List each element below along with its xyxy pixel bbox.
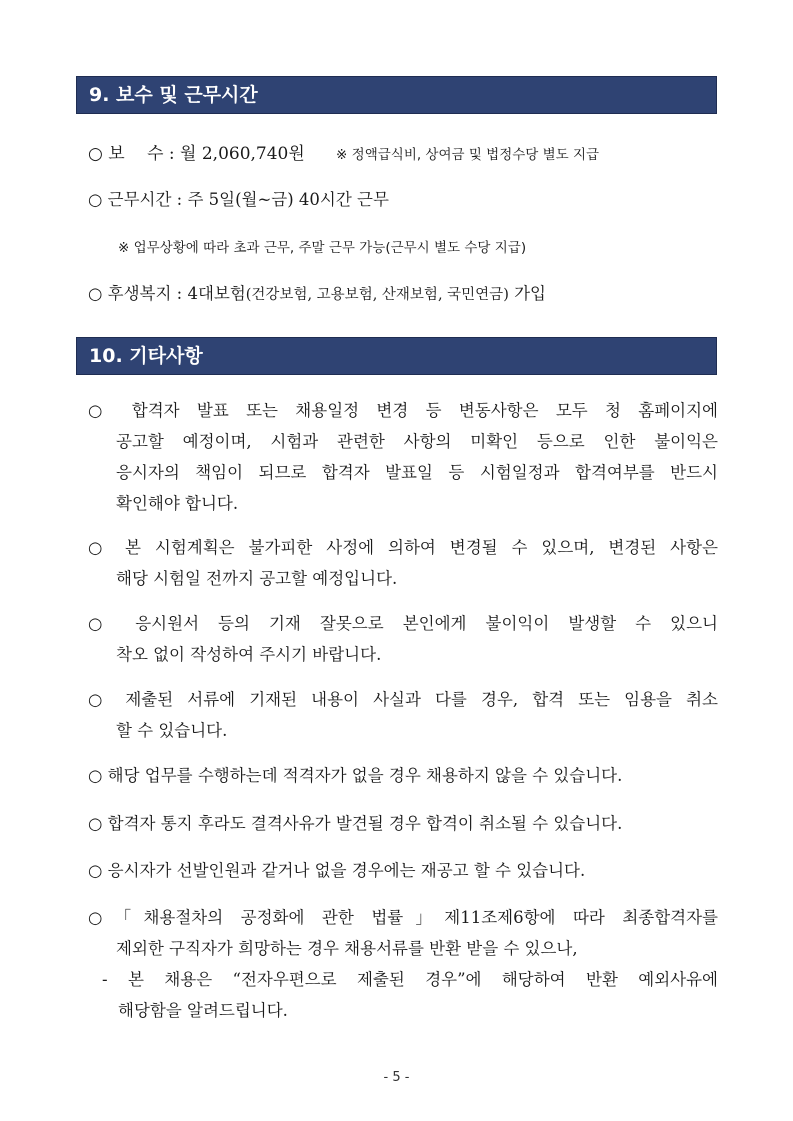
list-item [88, 684, 718, 746]
sub-list-item [102, 964, 718, 1026]
item-line: ○ 합격자 통지 후라도 결격사유가 발견될 경우 합격이 취소될 수 있습니다. [88, 814, 623, 833]
section-10-title: 10. 기타사항 [89, 345, 203, 367]
section-9-title: 9. 보수 및 근무시간 [89, 84, 258, 106]
welfare-main: ○ 후생복지 : 4대보험 [88, 284, 246, 303]
section-9-header [76, 76, 717, 114]
item-line: 해당 시험일 전까지 공고할 예정입니다. [116, 569, 398, 588]
item-line: 제외한 구직자가 희망하는 경우 채용서류를 반환 받을 수 있으나, [116, 939, 578, 958]
welfare-end: 가입 [508, 284, 546, 303]
item-line: ○ 응시원서 등의 기재 잘못으로 본인에게 불이익이 발생할 수 있으니 [88, 614, 718, 633]
item-line: 응시자의 책임이 되므로 합격자 발표일 등 시험일정과 합격여부를 반드시 [116, 463, 718, 482]
list-item [88, 760, 718, 791]
item-line: 해당함을 알려드립니다. [118, 1001, 288, 1020]
item-line: ○「채용절차의 공정화에 관한 법률」제11조제6항에 따라 최종합격자를 [88, 908, 718, 927]
list-item [88, 608, 718, 670]
item-line: ○ 본 시험계획은 불가피한 사정에 의하여 변경될 수 있으며, 변경된 사항은 [88, 538, 718, 557]
item-line: 할 수 있습니다. [116, 721, 228, 740]
item-line: ○ 응시자가 선발인원과 같거나 없을 경우에는 재공고 할 수 있습니다. [88, 861, 586, 880]
item-line: ○ 해당 업무를 수행하는데 적격자가 없을 경우 채용하지 않을 수 있습니다. [88, 766, 623, 785]
list-item [88, 808, 718, 839]
item-line: 착오 없이 작성하여 주시기 바랍니다. [116, 645, 382, 664]
item-line: - 본 채용은 “전자우편으로 제출된 경우”에 해당하여 반환 예외사유에 [102, 970, 718, 989]
hours-text: ○ 근무시간 : 주 5일(월~금) 40시간 근무 [88, 190, 389, 209]
section-10-header [76, 337, 717, 375]
list-item [88, 902, 718, 964]
hours-row [88, 186, 717, 210]
list-item [88, 395, 718, 519]
pay-row [88, 139, 717, 164]
item-line: ○ 제출된 서류에 기재된 내용이 사실과 다를 경우, 합격 또는 임용을 취소 [88, 690, 718, 709]
list-item [88, 855, 718, 886]
list-item [88, 532, 718, 594]
item-line: ○ 합격자 발표 또는 채용일정 변경 등 변동사항은 모두 청 홈페이지에 [88, 401, 718, 420]
page-number: - 5 - [383, 1070, 410, 1085]
hours-note: ※ 업무상황에 따라 초과 근무, 주말 근무 가능(근무시 별도 수당 지급) [118, 240, 527, 256]
item-line: 확인해야 합니다. [116, 494, 239, 513]
welfare-row [88, 280, 717, 304]
pay-note: ※ 정액급식비, 상여금 및 법정수당 별도 지급 [336, 147, 600, 163]
pay-label: ○ 보 수 : 월 2,060,740원 [88, 144, 305, 164]
welfare-detail: (건강보험, 고용보험, 산재보험, 국민연금) [245, 287, 509, 303]
item-line: 공고할 예정이며, 시험과 관련한 사항의 미확인 등으로 인한 불이익은 [116, 432, 718, 451]
